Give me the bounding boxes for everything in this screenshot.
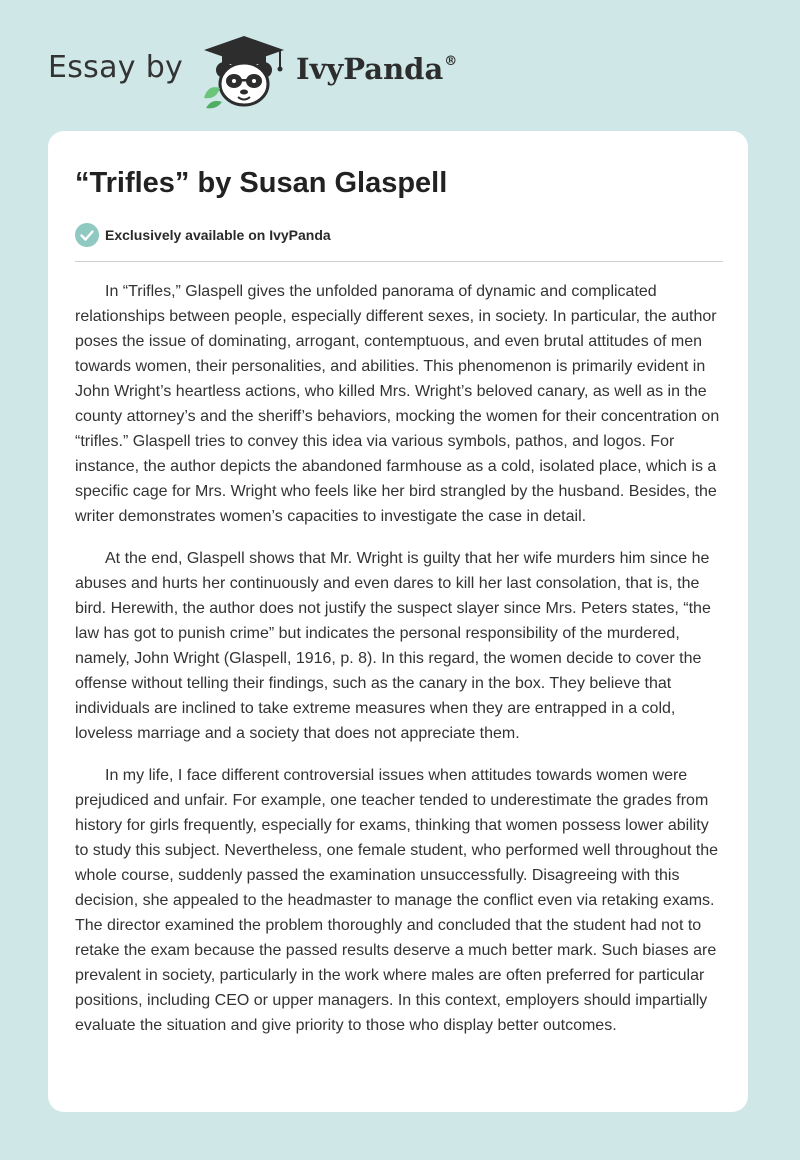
- site-header: [48, 30, 468, 110]
- exclusive-badge-text: Exclusively available on IvyPanda: [105, 227, 331, 243]
- trademark-mark: ®: [444, 54, 458, 69]
- essay-title: “Trifles” by Susan Glaspell: [75, 167, 448, 199]
- panda-graduate-icon: [200, 34, 288, 110]
- title-divider: [75, 261, 723, 262]
- essay-by-label: Essay by: [48, 50, 184, 85]
- essay-paragraph: In “Trifles,” Glaspell gives the unfolded panorama of dynamic and complicated relationships between people, especially different sexes, in society. In particular, the author poses the issue of dominating, arrogant, contemptuous, and even brutal attitudes of men towards women, their personalities, and abilities. This phenomenon is primarily evident in John Wright’s heartless actions, who killed Mrs. Wright’s beloved canary, as well as in the county attorney’s and the sheriff’s behaviors, mocking the women for their concentration on “trifles.” Glaspell tries to convey this idea via various symbols, pathos, and logos. For instance, the author depicts the abandoned farmhouse as a cold, isolated place, which is a specific cage for Mrs. Wright who feels like her bird strangled by the husband. Besides, the writer demonstrates women’s capacities to investigate the case in detail.: [75, 283, 720, 525]
- exclusive-badge: [75, 223, 331, 247]
- essay-body: [75, 279, 725, 1055]
- check-circle-icon: [75, 223, 99, 247]
- brand-name[interactable]: IvyPanda®: [296, 52, 458, 86]
- essay-paragraph: In my life, I face different controversial issues when attitudes towards women were prejudiced and unfair. For example, one teacher tended to underestimate the grades from history for girls frequently, especially for exams, thinking that women possess lower ability to study this subject. Nevertheless, one female student, who performed well throughout the whole course, suddenly passed the examination unsuccessfully. Disagreeing with this decision, she appealed to the headmaster to manage the conflict even via retaking exams. The director examined the problem thoroughly and concluded that the student had not to retake the exam because the passed results deserve a much better mark. Such biases are prevalent in society, particularly in the work where males are often preferred for particular positions, including CEO or upper managers. In this context, employers should impartially evaluate the situation and give priority to those who display better outcomes.: [75, 767, 719, 1034]
- essay-paragraph: At the end, Glaspell shows that Mr. Wright is guilty that her wife murders him since he abuses and hurts her continuously and even dares to kill her last consolation, that is, the bird. Herewith, the author does not justify the suspect slayer since Mrs. Peters states, “the law has got to punish crime” but indicates the personal responsibility of the murdered, namely, John Wright (Glaspell, 1916, p. 8). In this regard, the women decide to cover the offense without telling their findings, such as the canary in the box. They believe that individuals are inclined to take extreme measures when they are entrapped in a cold, loveless marriage and a society that does not appreciate them.: [75, 550, 711, 742]
- essay-card: [48, 131, 748, 1112]
